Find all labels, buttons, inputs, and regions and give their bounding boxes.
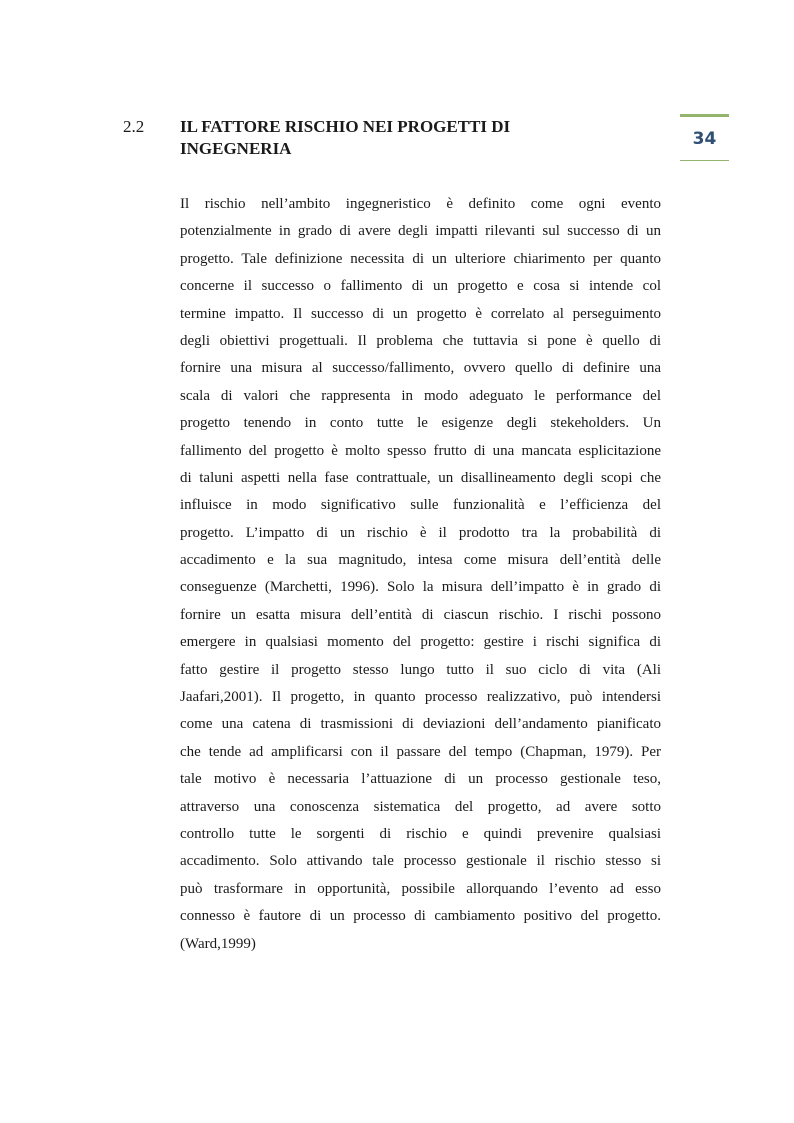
body-line: Il rischio nell’ambito ingegneristico è definito come ogni evento <box>180 196 661 212</box>
body-line: che tende ad amplificarsi con il passare del tempo (Chapman, 1979). Per <box>180 743 661 760</box>
body-line: conseguenze (Marchetti, 1996). Solo la misura dell’impatto è in grado di <box>180 579 661 596</box>
page-number: 34 <box>692 128 717 149</box>
body-line: degli obiettivi progettuali. Il problema che tuttavia si pone è quello di <box>180 332 661 349</box>
body-line: tale motivo è necessaria l’attuazione di un processo gestionale teso, <box>180 771 661 788</box>
body-line: accadimento e la sua magnitudo, intesa come misura dell’entità delle <box>180 552 661 569</box>
section-number: 2.2 <box>123 117 145 136</box>
body-line: potenzialmente in grado di avere degli impatti rilevanti sul successo di un <box>180 223 661 240</box>
body-paragraph <box>180 191 661 958</box>
body-line: fornire una misura al successo/fallimento, ovvero quello di definire una <box>180 360 661 377</box>
body-line: fatto gestire il progetto stesso lungo tutto il suo ciclo di vita (Ali <box>180 661 661 678</box>
body-line: come una catena di trasmissioni di deviazioni dell’andamento pianificato <box>180 716 661 733</box>
body-line: accadimento. Solo attivando tale processo gestionale il rischio stesso si <box>180 853 661 870</box>
body-line: scala di valori che rappresenta in modo adeguato le performance del <box>180 387 661 404</box>
body-line: fornire un esatta misura dell’entità di ciascun rischio. I rischi possono <box>180 606 661 623</box>
body-line: emergere in qualsiasi momento del progetto: gestire i rischi significa di <box>180 634 661 651</box>
body-line: progetto tenendo in conto tutte le esigenze degli stekeholders. Un <box>180 415 661 432</box>
page-number-box <box>680 114 729 161</box>
body-line: fallimento del progetto è molto spesso frutto di una mancata esplicitazione <box>180 442 661 459</box>
body-line: progetto. L’impatto di un rischio è il prodotto tra la probabilità di <box>180 524 661 541</box>
body-line: influisce in modo significativo sulle funzionalità e l’efficienza del <box>180 497 661 514</box>
body-line: Jaafari,2001). Il progetto, in quanto processo realizzativo, può intendersi <box>180 689 661 706</box>
body-line: attraverso una conoscenza sistematica del progetto, ad avere sotto <box>180 798 661 815</box>
body-line: termine impatto. Il successo di un progetto è correlato al perseguimento <box>180 305 661 322</box>
section-title-line-1: IL FATTORE RISCHIO NEI PROGETTI DI <box>180 117 511 136</box>
body-line: controllo tutte le sorgenti di rischio e quindi prevenire qualsiasi <box>180 825 661 842</box>
body-line: progetto. Tale definizione necessita di un ulteriore chiarimento per quanto <box>180 250 661 267</box>
body-line: può trasformare in opportunità, possibile allorquando l’evento ad esso <box>180 880 661 897</box>
body-line: di taluni aspetti nella fase contrattuale, un disallineamento degli scopi che <box>180 469 661 486</box>
body-line: connesso è fautore di un processo di cambiamento positivo del progetto. <box>180 908 661 925</box>
body-line: (Ward,1999) <box>180 935 256 952</box>
section-title-line-2: INGEGNERIA <box>180 139 292 158</box>
section-title <box>180 116 600 160</box>
body-line: concerne il successo o fallimento di un progetto e cosa si intende col <box>180 278 661 295</box>
